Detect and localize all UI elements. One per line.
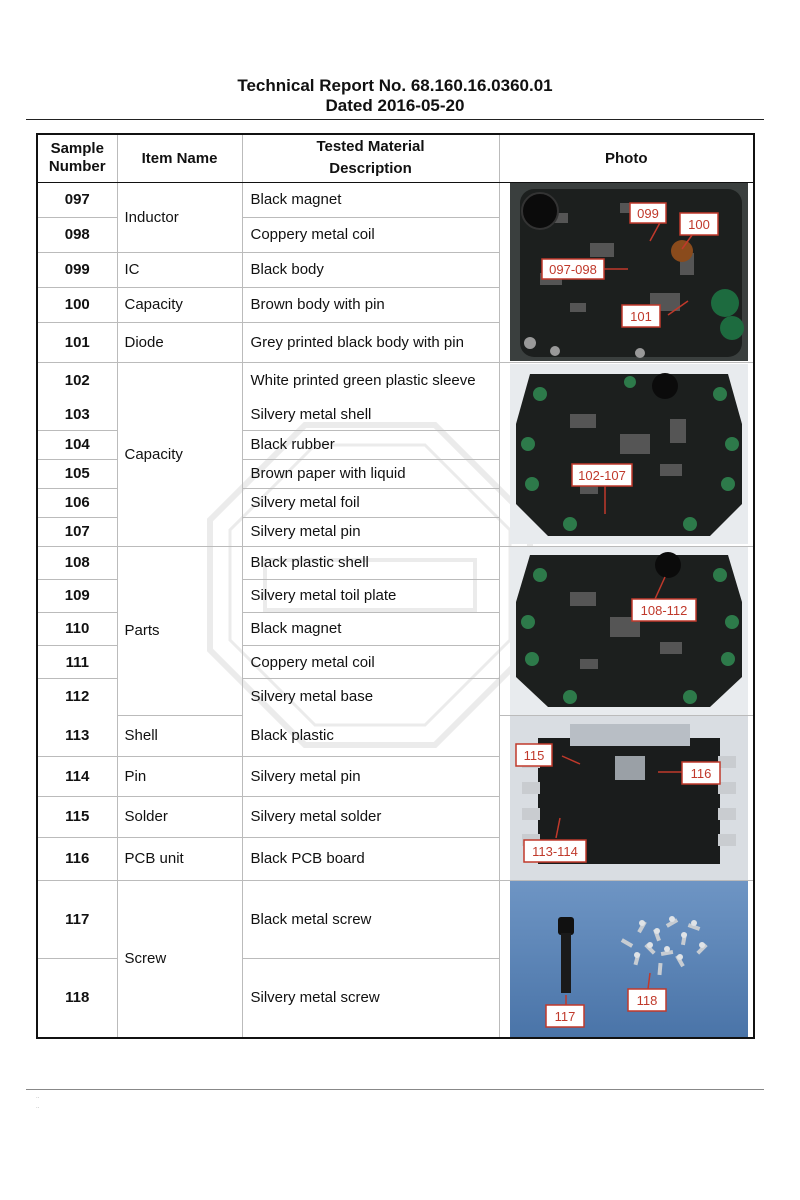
photo-cell-2 [499, 362, 754, 546]
col-header-desc [242, 134, 499, 182]
callout-label: 117 [554, 1008, 575, 1024]
material-desc: Black PCB board [242, 837, 499, 880]
sample-number: 098 [37, 217, 117, 252]
col-sample-line1: Sample [50, 140, 104, 158]
material-table [36, 133, 755, 1039]
material-desc: Silvery metal screw [242, 959, 499, 1038]
col-desc-line1: Tested Material [316, 138, 425, 156]
material-desc: Silvery metal pin [242, 756, 499, 796]
sample-number: 108 [37, 546, 117, 579]
col-header-sample [37, 134, 117, 182]
sample-number: 102 [37, 362, 117, 399]
footer-mark: .. [36, 1104, 40, 1110]
table-row [37, 182, 754, 217]
sample-number: 118 [37, 959, 117, 1038]
material-desc: Silvery metal toil plate [242, 579, 499, 612]
item-name: Shell [117, 715, 242, 756]
sample-number: 109 [37, 579, 117, 612]
sample-number: 104 [37, 430, 117, 459]
sample-number: 099 [37, 252, 117, 287]
col-header-photo: Photo [499, 134, 754, 182]
sample-number: 103 [37, 399, 117, 430]
sample-number: 117 [37, 880, 117, 959]
pcb-photo-3 [510, 547, 748, 715]
item-name: Inductor [117, 182, 242, 252]
callout-label: 100 [687, 217, 710, 232]
material-desc: Silvery metal base [242, 679, 499, 715]
sample-number: 107 [37, 517, 117, 546]
pcb-photo-1 [510, 183, 748, 361]
col-desc-line2: Description [329, 160, 412, 178]
report-title: Technical Report No. 68.160.16.0360.01 [237, 76, 553, 95]
col-sample-line2: Number [48, 158, 106, 176]
sample-number: 112 [37, 679, 117, 715]
material-desc: Black rubber [242, 430, 499, 459]
table-row [37, 880, 754, 959]
callout-label: 101 [629, 309, 652, 324]
sample-number: 106 [37, 488, 117, 517]
item-name: PCB unit [117, 837, 242, 880]
photo-cell-3 [499, 546, 754, 715]
table-header-row [37, 134, 754, 182]
sample-number: 115 [37, 796, 117, 837]
item-name: Screw [117, 880, 242, 1038]
material-desc: Silvery metal pin [242, 517, 499, 546]
item-name: Solder [117, 796, 242, 837]
callout-label: 118 [636, 992, 657, 1008]
item-name: Capacity [117, 287, 242, 322]
table-row [37, 715, 754, 756]
sample-number: 113 [37, 715, 117, 756]
material-desc: Coppery metal coil [242, 646, 499, 679]
sample-number: 105 [37, 459, 117, 488]
pcb-photo-4 [510, 716, 748, 880]
callout-label: 108-112 [640, 602, 687, 618]
item-name: Pin [117, 756, 242, 796]
material-desc: Brown paper with liquid [242, 459, 499, 488]
item-name: Parts [117, 546, 242, 715]
callout-label: 097-098 [548, 262, 597, 277]
material-desc: Silvery metal foil [242, 488, 499, 517]
material-desc: Black body [242, 252, 499, 287]
material-desc: Black plastic shell [242, 546, 499, 579]
sample-number: 097 [37, 182, 117, 217]
material-desc: Silvery metal solder [242, 796, 499, 837]
material-desc: Black magnet [242, 182, 499, 217]
item-name: IC [117, 252, 242, 287]
material-desc: Brown body with pin [242, 287, 499, 322]
callout-label: 113-114 [531, 843, 578, 859]
photo-cell-1 [499, 182, 754, 362]
item-name: Diode [117, 322, 242, 362]
photo-cell-4 [499, 715, 754, 880]
material-desc: Coppery metal coil [242, 217, 499, 252]
report-date: Dated 2016-05-20 [325, 96, 465, 115]
footer-rule [26, 1089, 764, 1090]
callout-label: 102-107 [577, 468, 626, 483]
table-row [37, 362, 754, 399]
col-header-item: Item Name [117, 134, 242, 182]
sample-number: 101 [37, 322, 117, 362]
material-desc: Silvery metal shell [242, 399, 499, 430]
sample-number: 100 [37, 287, 117, 322]
pcb-photo-2 [510, 364, 748, 544]
callout-label: 099 [636, 206, 659, 221]
sample-number: 110 [37, 612, 117, 645]
material-desc: Black plastic [242, 715, 499, 756]
material-desc: Grey printed black body with pin [242, 322, 499, 362]
header-rule [26, 119, 764, 120]
item-name: Capacity [117, 362, 242, 546]
callout-label: 116 [690, 765, 711, 781]
photo-cell-5 [499, 880, 754, 1038]
material-desc: Black metal screw [242, 880, 499, 959]
screw-photo [510, 881, 748, 1037]
table-row [37, 546, 754, 579]
material-desc: Black magnet [242, 612, 499, 645]
sample-number: 114 [37, 756, 117, 796]
footer-mark: .. [36, 1094, 40, 1100]
sample-number: 111 [37, 646, 117, 679]
callout-label: 115 [523, 747, 544, 763]
material-desc: White printed green plastic sleeve [242, 362, 499, 399]
sample-number: 116 [37, 837, 117, 880]
